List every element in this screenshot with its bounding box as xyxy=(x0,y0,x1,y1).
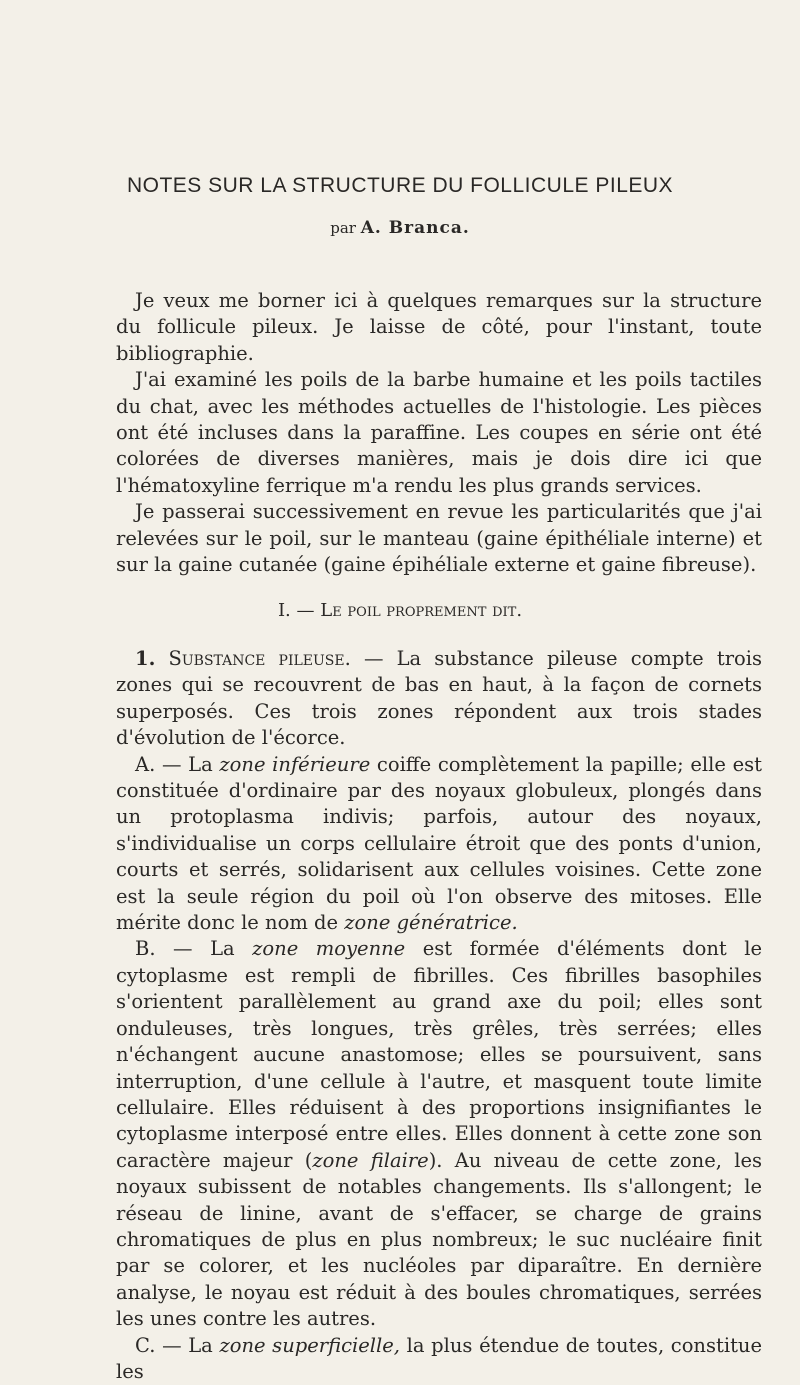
subsection-dash: — xyxy=(363,647,384,670)
zone-b-term: zone moyenne xyxy=(252,937,406,961)
zone-b-text-2: ). Au niveau de cette zone, les noyaux subissent de notables changements. Ils s'allongent; le réseau de linine, avant de s'effacer, se charge de grains chromatiques de plus en plus nombreux; le suc nucléaire finit par se colorer, et les nucléoles par diparaître. En dernière analyse, le noyau est réduit à des boules chromatiques, serrées les unes contre les autres. xyxy=(116,1148,763,1331)
zone-b-letter: B. xyxy=(135,937,156,961)
zone-b-name: zone filaire xyxy=(312,1148,429,1172)
zone-a-name: zone génératrice. xyxy=(344,911,518,935)
zone-a-article: La xyxy=(188,752,213,776)
zone-a-letter: A. xyxy=(135,752,156,776)
zone-c-letter: C. xyxy=(135,1333,156,1357)
byline-prefix: par xyxy=(330,219,356,237)
zone-b-paragraph xyxy=(116,936,762,1332)
intro-paragraph-3: Je passerai successivement en revue les particularités que j'ai relevées sur le poil, sur le manteau (gaine épithéliale interne) et sur la gaine cutanée (gaine épihéliale externe et gaine fibreuse). xyxy=(116,500,762,577)
substance-text: La substance pileuse compte trois zones qui se recouvrent de bas en haut, à la façon de cornets superposés. Ces trois zones répondent aux trois stades d'évolution de l'écorce. xyxy=(116,647,762,750)
section-title-text: Le poil proprement dit. xyxy=(320,600,523,621)
subsection-heading: Substance pileuse. xyxy=(168,647,351,670)
zone-b-text-1: est formée d'éléments dont le cytoplasme est rempli de fibrilles. Ces fibrilles basophiles s'orientent parallèlement au grand axe du poil; elles sont onduleuses, très longues, très grêles, très serrées; elles n'échangent aucune anastomose; elles se poursuivent, sans interruption, d'une cellule à l'autre, et masquent toute limite cellulaire. Elles réduisent à des proportions insignifiantes le cytoplasme interposé entre elles. Elles donnent à cette zone son caractère majeur ( xyxy=(116,937,763,1172)
intro-paragraph-1: Je veux me borner ici à quelques remarques sur la structure du follicule pileux. Je laisse de côté, pour l'instant, toute bibliographie. xyxy=(116,289,762,365)
zone-b-dash: — xyxy=(173,937,193,961)
zone-a-text: coiffe complètement la papille; elle est constituée d'ordinaire par des noyaux globuleux, plongés dans un protoplasma indivis; parfois, autour des noyaux, s'individualise un corps cellulaire étroit que des ponts d'union, courts et serrés, solidarisent aux cellules voisines. Cette zone est la seule région du poil où l'on observe des mitoses. Elle mérite donc le nom de xyxy=(116,752,762,935)
intro-paragraph-2: J'ai examiné les poils de la barbe humaine et les poils tactiles du chat, avec les méthodes actuelles de l'histologie. Les pièces ont été incluses dans la paraffine. Les coupes en série ont été colorées de diverses manières, mais je dois dire ici que l'hématoxyline ferrique m'a rendu les plus grands services. xyxy=(116,368,762,497)
section-heading xyxy=(0,600,800,621)
zone-b-article: La xyxy=(210,937,235,961)
substance-paragraph xyxy=(116,646,762,752)
zone-a-dash: — xyxy=(161,752,182,776)
section-number: I. xyxy=(277,600,291,621)
author-name: A. Branca. xyxy=(360,218,470,238)
zone-c-text: la plus étendue de toutes, constitue les xyxy=(116,1333,763,1383)
zone-c-article: La xyxy=(188,1333,213,1357)
zone-c-dash: — xyxy=(162,1333,182,1357)
section-dash: — xyxy=(296,600,315,621)
byline xyxy=(0,218,800,238)
zone-c-term: zone superficielle, xyxy=(219,1333,401,1357)
zone-a-term: zone inférieure xyxy=(219,752,371,776)
intro-section xyxy=(116,288,762,578)
section-body xyxy=(116,646,762,1385)
subsection-number: 1. xyxy=(135,647,156,670)
article-title: NOTES SUR LA STRUCTURE DU FOLLICULE PILEUX xyxy=(126,174,674,197)
zone-c-paragraph xyxy=(116,1333,762,1385)
zone-a-paragraph xyxy=(116,752,762,937)
